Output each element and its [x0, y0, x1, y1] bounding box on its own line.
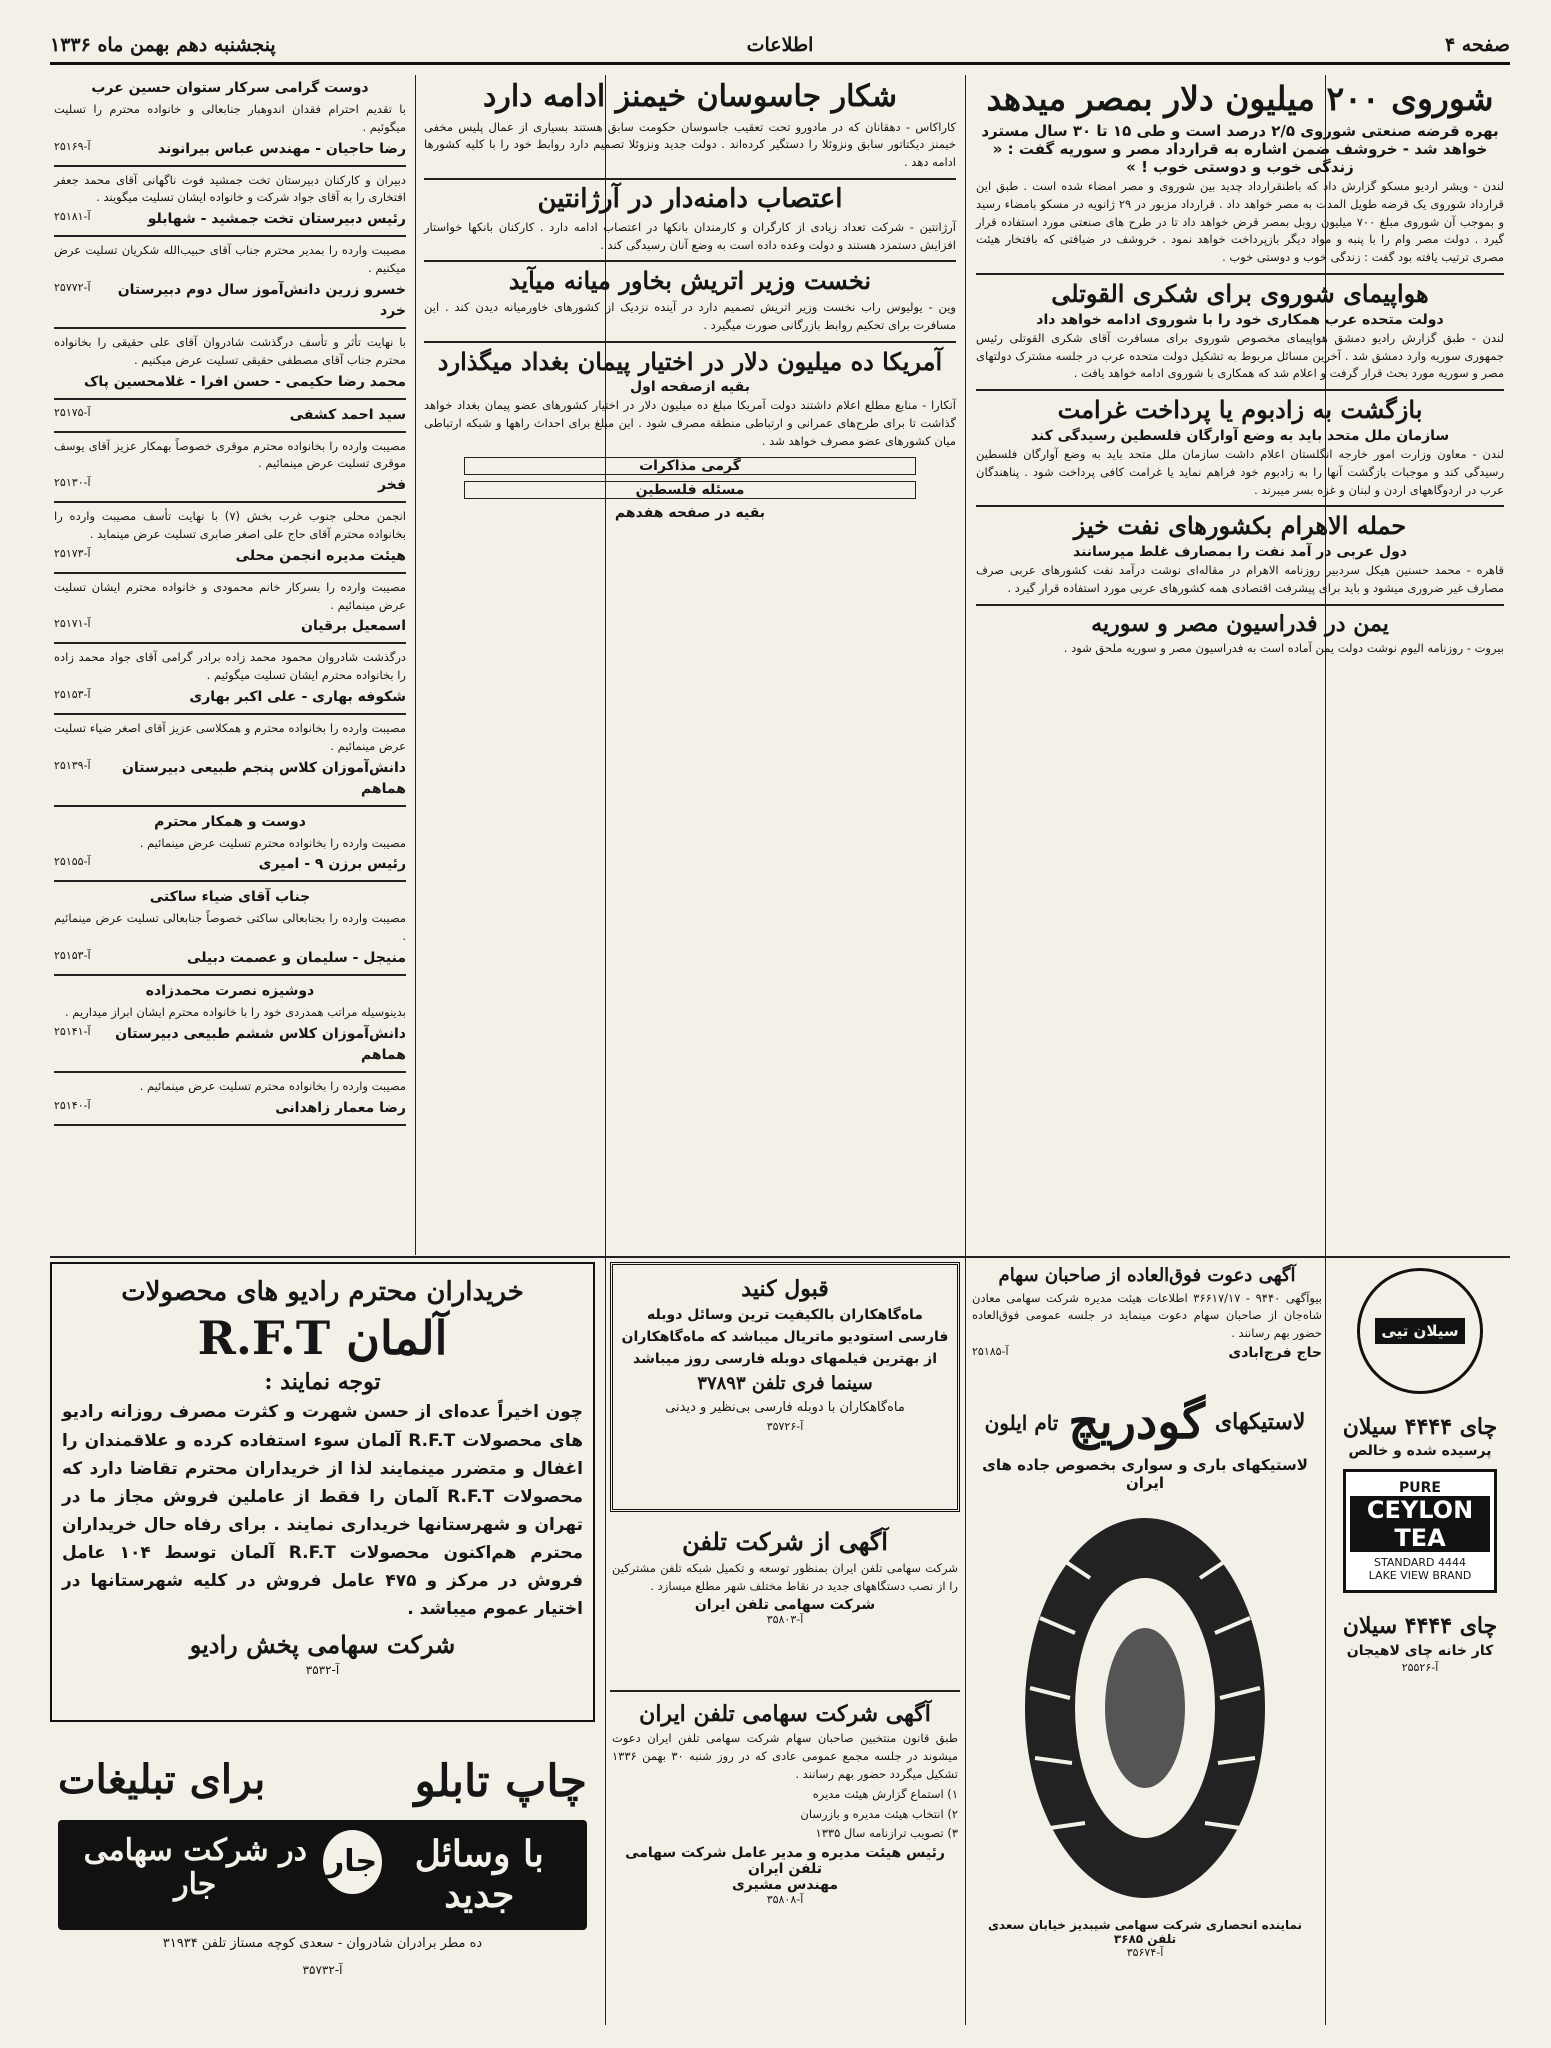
article-baghdad-pact: [424, 348, 956, 521]
notice-code: آ-۲۵۱۳۰: [54, 476, 91, 490]
ad-title: خریداران محترم رادیو های محصولات: [121, 1277, 524, 1307]
ad-code: آ-۳۵۷۲۶: [766, 1420, 804, 1434]
headline: حمله الاهرام بکشورهای نفت خیز: [1073, 511, 1407, 541]
article-body: لندن - ویشر اردیو مسکو گزارش داد که باطنقرارداد چدید بین شوروی و مصر امضاء شده است . طبق این قرارداد شوروی یک قرضه طویل المدت به مصر خواهد داد . قرارداد مزبور در ۲۹ ژانویه در مسکو بامضاء رسید و بموجب آن شوروی مبلغ ۷۰۰ میلیون روبل بمصر قرض خواهد داد تا در طرح های صنعتی مورد استفاده قرار گیرد . دولت مصر وام را با پنبه و مواد دیگر بازپرداخت خواهد نمود . خروشف در ضیافتی که بافتخار هیئت مصری ترتیب یافته بود گفت : زندگی خوب و دوستی خوب .: [976, 178, 1504, 265]
ad-ceylon-tea: [1332, 1262, 1508, 2022]
notice-sign: سید احمد کشفی: [289, 406, 406, 423]
ad-subtitle: توجه نمایند :: [264, 1369, 381, 1396]
condolence-notice: [54, 649, 406, 708]
ad-film: [610, 1262, 960, 1512]
notice-body: بدینوسیله مراتب همدردی خود را با خانواده محترم ایشان ابراز میداریم .: [64, 1005, 406, 1020]
ad-code: آ-۳۵۸۰۳: [766, 1613, 804, 1627]
ad-code: آ-۳۵۸۰۸: [766, 1893, 804, 1907]
subheadline: دولت متحده عرب همکاری خود را با شوروی ادامه خواهد داد: [1036, 311, 1444, 328]
ad-phone-shareholders: [612, 1698, 958, 2018]
notice-title: جناب آقای ضیاء ساکتی: [149, 889, 311, 906]
notice-sign: رئیس برزن ۹ - امیری: [258, 856, 406, 873]
article-quwatli-plane: [976, 280, 1504, 383]
ad-body: شرکت سهامی تلفن ایران بمنظور توسعه و تکمیل شبکه تلفن مشترکین را از نصب دستگاههای جدید در نقاط مختلف شهر مطلع میسازد .: [612, 1560, 958, 1593]
article-palestine-refugees: [976, 396, 1504, 499]
notice-body: مصیبت وارده را بجنابعالی ساکتی خصوصاً جنابعالی تسلیت عرض مینمائیم .: [54, 911, 406, 944]
continued-note: بقیه در صفحه هفدهم: [614, 504, 766, 521]
ad-title-2: برای تبلیغات: [58, 1756, 266, 1803]
ad-sign: شرکت سهامی پخش رادیو: [189, 1629, 456, 1659]
condolence-notice: [54, 78, 406, 160]
ad-sign: شرکت سهامی تلفن ایران: [694, 1597, 876, 1614]
condolence-notice: [54, 438, 406, 497]
subheadline: سازمان ملل متحد باید به وضع آوارگان فلسطین رسیدگی کند: [1030, 428, 1450, 445]
notice-body: مصیبت وارده را بمدیر محترم جناب آقای حبیب‌الله شکریان تسلیت عرض میکنیم .: [54, 243, 406, 276]
ad-sign: حاج فرج‌ابادی: [1228, 1345, 1322, 1362]
ad-body: بیوآگهی ۹۴۴۰ - ۳۶۶۱۷/۱۷ اطلاعات هیئت مدیره شرکت سهامی معادن شاه‌جان از صاحبان سهام دعوت مینماید در جلسه عمومی فوق‌العاده حضور بهم رسانند .: [972, 1290, 1322, 1341]
article-body: آرژانتین - شرکت تعداد زیادی از کارگران و کارمندان بانکها در اعتصاب ادامه دارد . کارکنان بانکها خواستار افزایش دستمزد هستند و دولت وعده داده است به وضع آنان رسیدگی کند .: [424, 219, 956, 252]
notice-sign: دانش‌آموزان کلاس ششم طبیعی دبیرستان هماهم: [115, 1025, 406, 1063]
condolence-notice: [54, 172, 406, 231]
notice-body: مصیبت وارده را بخانواده محترم موقری خصوصاً بهمکار عزیز آقای یوسف موقری تسلیت عرض مینمائیم .: [54, 438, 406, 471]
notice-code: آ-۲۵۱۳۹: [54, 758, 91, 772]
ad-body: ماه‌گاهکاران بالکیفیت ترین وسائل دوبله فارسی استودیو ماتریال میباشد که ماه‌گاهکاران از بهترین فیلمهای دوبله فارسی روز میباشد: [621, 1307, 949, 1367]
ad-line-2: در شرکت سهامی جار: [83, 1832, 307, 1903]
notice-sign: فخر: [378, 477, 406, 494]
condolence-notice: [54, 887, 406, 969]
ad-title: آگهی شرکت سهامی تلفن ایران: [639, 1701, 931, 1727]
subheadline: دول عربی در آمد نفت را بمصارف غلط میرسانند: [1073, 544, 1407, 561]
issue-date: پنجشنبه دهم بهمن ماه ۱۳۳۶: [50, 34, 276, 56]
continued-from: بقیه ازصفحه اول: [630, 379, 750, 396]
ad-address: ده مطر برادران شادروان - سعدی کوچه مستاز تلفن ۳۱۹۳۴: [162, 1936, 483, 1952]
ad-code: آ-۳۵۳۲: [305, 1662, 340, 1677]
condolence-notice: [54, 508, 406, 567]
ad-tablo: [50, 1745, 595, 2005]
article-austria-pm: [424, 267, 956, 334]
subhead-box: مسئله فلسطین: [464, 481, 916, 499]
condolence-notice: [54, 720, 406, 800]
notice-code: آ-۲۵۱۷۵: [54, 405, 91, 419]
tea-label: TEA: [1350, 1524, 1490, 1552]
notice-code: آ-۲۵۱۸۱: [54, 210, 91, 224]
notice-body: مصیبت وارده را بخانواده محترم تسلیت عرض مینمائیم .: [139, 1078, 406, 1093]
headline: یمن در فدراسیون مصر و سوریه: [1091, 610, 1389, 637]
tea-label: LAKE VIEW BRAND: [1368, 1569, 1472, 1583]
notice-sign: رئیس دبیرستان تخت جمشید - شهابلو: [147, 211, 406, 228]
headline: بازگشت به زادبوم یا پرداخت غرامت: [1057, 395, 1423, 425]
article-ahram: [976, 512, 1504, 597]
ad-title-2: چای ۴۴۴۴ سیلان: [1342, 1613, 1498, 1640]
ad-code: آ-۳۵۶۷۴: [1126, 1946, 1164, 1960]
tea-label: STANDARD 4444: [1373, 1556, 1466, 1570]
notice-title: دوشیزه نصرت محمدزاده: [145, 983, 315, 1000]
tire-icon: [980, 1498, 1310, 1918]
agenda-item: ۱) استماع گزارش هیئت مدیره: [812, 1786, 958, 1801]
ad-phone: [612, 1525, 958, 1685]
notice-body: با نهایت تأثر و تأسف درگذشت شادروان آقای علی حقیقی را بخانواده محترم جناب آقای مصطفی حقیقی تسلیت عرض میکنیم .: [54, 334, 406, 367]
ad-body-2: ماه‌گاهکاران با دوبله فارسی بی‌نظیر و دیدنی: [665, 1400, 905, 1416]
notice-code: آ-۲۵۱۷۳: [54, 546, 91, 560]
notice-code: آ-۲۵۱۶۹: [54, 139, 91, 153]
notice-sign: دانش‌آموزان کلاس پنجم طبیعی دبیرستان هماهم: [122, 759, 406, 797]
condolence-notice: [54, 812, 406, 876]
notice-body: با تقدیم احترام فقدان اندوهبار جنابعالی و خانواده محترم را تسلیت میگوئیم .: [54, 102, 406, 134]
ad-subtitle-2: کار خانه چای لاهیجان: [1346, 1642, 1494, 1659]
tea-label: CEYLON: [1350, 1496, 1490, 1524]
notice-code: آ-۲۵۱۷۱: [54, 617, 91, 631]
condolence-notice: [54, 981, 406, 1066]
column-right: [972, 76, 1508, 1256]
ad-line: با وسائل جدید: [414, 1832, 544, 1916]
article-body: قاهره - محمد حسنین هیکل سردبیر روزنامه الاهرام در مقاله‌ای نوشت درآمد نفت کشورهای عربی صرف مصارف غیر ضروری میشود و باید برای پیشرفت اقتصادی همه کشورهای عربی مورد استفاده قرار گیرد .: [976, 563, 1504, 596]
ad-sign: رئیس هیئت مدیره و مدیر عامل شرکت سهامی تلفن ایران: [625, 1845, 945, 1878]
notice-sign: رضا معمار زاهدانی: [275, 1099, 406, 1116]
article-body: لندن - طبق گزارش رادیو دمشق هواپیمای مخصوص شوروی برای مسافرت آقای شکری القوتلی رئیس جمهوری سوریه وارد دمشق شد . آخرین مسائل مربوط به تشکیل دولت متحده عرب در جلسه مشترک دولتهای مصر و سوریه مورد بحث قرار گرفت و اعلام شد که همکاری با شوروی ادامه خواهد یافت .: [976, 330, 1504, 381]
article-body: بیروت - روزنامه الیوم نوشت دولت یمن آماده است به فدراسیون مصر و سوریه ملحق شود .: [1063, 641, 1504, 656]
ad-body: لاستیکهای باری و سواری بخصوص جاده های ایران: [982, 1456, 1308, 1493]
headline: نخست وزیر اتریش بخاور میانه میآید: [508, 266, 872, 296]
column-middle: [420, 76, 960, 1256]
notice-code: آ-۲۵۱۴۱: [54, 1024, 91, 1038]
page-header: [50, 32, 1510, 65]
ad-title: آگهی از شرکت تلفن: [682, 1527, 888, 1556]
notice-sign: خسرو زرین دانش‌آموز سال دوم دبیرستان خرد: [117, 281, 406, 319]
notice-code: آ-۲۵۱۵۵: [54, 855, 91, 869]
headline: آمریکا ده میلیون دلار در اختیار پیمان بغداد میگذارد: [437, 346, 943, 376]
notice-code: آ-۲۵۱۴۰: [54, 1098, 91, 1112]
notice-body: مصیبت وارده را بخانواده محترم و همکلاسی عزیز آقای اصغر ضیاء تسلیت عرض مینمائیم .: [54, 721, 406, 753]
ad-cinema: سینما فری تلفن ۳۷۸۹۳: [697, 1373, 873, 1395]
notice-code: آ-۲۵۱۵۳: [54, 688, 91, 701]
tea-label: PURE: [1399, 1480, 1441, 1497]
notice-sign: محمد رضا حکیمی - حسن افرا - غلامحسین پاک: [84, 373, 406, 390]
paper-name: اطلاعات: [746, 34, 814, 56]
notice-body: درگذشت شادروان محمود محمد زاده برادر گرامی آقای جواد محمد زاده را بخانواده محترم ایشان تسلیت میگوئیم .: [54, 650, 406, 683]
article-jimenez: [424, 80, 956, 172]
notice-body: دبیران و کارکنان دبیرستان تخت جمشید فوت ناگهانی آقای محمد جعفر افتخاری را به آقای جواد شرکت و خانواده ایشان تسلیت میگویند .: [54, 172, 406, 205]
notice-body: انجمن محلی جنوب غرب بخش (۷) با نهایت تأسف مصیبت وارده را بخانواده محترم آقای حاج علی اصغر صابری تسلیت عرض مینماید .: [54, 509, 407, 541]
notice-code: آ-۲۵۷۷۲: [54, 280, 91, 294]
tea-package: [1343, 1469, 1497, 1593]
notice-body: مصیبت وارده را بسرکار خانم محمودی و خانواده محترم ایشان تسلیت عرض مینمائیم .: [54, 579, 406, 612]
ad-body: طبق قانون منتخبین صاحبان سهام شرکت سهامی تلفن ایران دعوت میشوند در جلسه مجمع عمومی عادی که در روز شنبه ۳۰ بهمن ۱۳۳۶ تشکیل میگردد حضور بهم رسانند .: [612, 1731, 958, 1782]
ad-shareholders-meeting: [972, 1262, 1322, 1380]
notice-title: دوست گرامی سرکار ستوان حسین عرب: [91, 80, 369, 96]
notice-sign: اسمعیل برقیان: [301, 618, 406, 635]
ad-dealer: نماینده انحصاری شرکت سهامی شیبدیز خیابان سعدی تلفن ۳۶۸۵: [987, 1918, 1303, 1947]
jar-logo-icon: جار: [323, 1830, 382, 1894]
headline: هواپیمای شوروی برای شکری القوتلی: [1051, 279, 1429, 308]
ad-code: آ-۳۵۷۳۲: [302, 1963, 343, 1978]
agenda-item: ۲) انتخاب هیئت مدیره و بازرسان: [800, 1806, 958, 1821]
condolence-notice: [54, 579, 406, 638]
ad-title: لاستیکهای: [1214, 1409, 1306, 1436]
article-body: کاراکاس - دهقانان که در مادورو تحت تعقیب جاسوسان حکومت سابق هستند بسیاری از عمال پلیس مخفی خیمنز دیکتاتور سابق ونزوئلا را دستگیر کرده‌اند . دولت جدید ونزوئلا تصمیم دارد روابط خود را با کلیه کشورها ادامه دهد .: [424, 119, 956, 170]
ad-title: قبول کنید: [741, 1276, 829, 1302]
ad-code: آ-۲۵۱۸۵: [972, 1345, 1009, 1359]
notice-sign: رضا حاجیان - مهندس عباس بیرانوند: [157, 140, 406, 157]
ad-code: آ-۲۵۵۲۶: [1401, 1660, 1439, 1674]
column-notices: [50, 76, 410, 1256]
headline: شوروی ۲۰۰ میلیون دلار بمصر میدهد: [986, 79, 1494, 118]
notice-sign: شکوفه بهاری - علی اکبر بهاری: [189, 689, 406, 705]
ad-brand: آلمان R.F.T: [197, 1311, 448, 1366]
tea-seal: سیلان تیی: [1375, 1318, 1464, 1344]
article-argentina-strike: [424, 185, 956, 255]
ad-goodrich-tire: [970, 1385, 1320, 2005]
condolence-notice: [54, 334, 406, 393]
notice-title: دوست و همکار محترم: [154, 813, 306, 830]
ad-title-2: تام ایلون: [984, 1410, 1059, 1435]
condolence-notice: [54, 242, 406, 322]
article-body: وین - یولیوس راب نخست وزیر اتریش تصمیم دارد در آینده نزدیک از کشورهای خاورمیانه دیدن کند . این مسافرت برای تحکیم روابط بازرگانی صورت میگیرد .: [424, 300, 956, 333]
ad-rft-radio: [50, 1262, 595, 1722]
subhead-box: گرمی مذاکرات: [464, 457, 916, 475]
page-number: صفحه ۴: [1444, 34, 1510, 56]
article-soviet-egypt: [976, 80, 1504, 267]
ad-subtitle: پرسیده شده و خالص: [1348, 1443, 1492, 1460]
ad-body: چون اخیراً عده‌ای از حسن شهرت و کثرت مصرف روزانه رادیو های محصولات R.F.T آلمان سوء استفاده کرده و علاقمندان را اغفال و متضرر مینمایند لذا از خریداران محترم تقاضا دارد که محصولات R.F.T آلمان را فقط از عاملین فروش مجاز ما در تهران و شهرستانها خریداری نمایند . برای رفاه حال خریداران محترم هم‌اکنون محصولات R.F.T آلمان توسط ۱۰۴ عامل فروش در مرکز و ۴۷۵ عامل فروش در کلیه شهرستانها در اختیار عموم میباشد .: [62, 1402, 583, 1619]
agenda-item: ۳) تصویب ترازنامه سال ۱۳۳۵: [815, 1826, 958, 1841]
notice-code: آ-۲۵۱۵۳: [54, 949, 91, 963]
ad-title: چاپ تابلو: [414, 1756, 587, 1807]
ad-title: آگهی دعوت فوق‌العاده از صاحبان سهام: [998, 1265, 1296, 1286]
article-yemen: [976, 611, 1504, 658]
notice-sign: هیئت مدیره انجمن محلی: [235, 547, 406, 564]
headline: اعتصاب دامنه‌دار در آرژانتین: [537, 183, 843, 214]
article-body: آنکارا - منابع مطلع اعلام داشتند دولت آمریکا مبلغ ده میلیون دلار در اختیار کشورهای عضو پیمان بغداد خواهد گذاشت تا برای طرح‌های عمرانی و ارتباطی منطقه مصرف شود . این مبلغ برای احداث راهها و شبکه ارتباطی میان کشورهای عضو مصرف خواهد شد .: [424, 398, 956, 449]
notice-sign: منیجل - سلیمان و عصمت دبیلی: [187, 950, 406, 967]
ad-sign-2: مهندس مشیری: [731, 1877, 839, 1894]
notice-body: مصیبت وارده را بخانواده محترم تسلیت عرض مینمائیم .: [139, 835, 406, 850]
ad-brand: گودریچ: [1068, 1394, 1205, 1450]
subheadline: بهره قرضه صنعتی شوروی ۲/۵ درصد است و طی ۱۵ تا ۳۰ سال مسترد خواهد شد - خروشف ضمن اشاره به قرارداد مصر و سوریه گفت : « زندگی خوب و دوستی خوب ! »: [981, 121, 1499, 176]
condolence-notice: [54, 1078, 406, 1119]
condolence-notice: [54, 405, 406, 426]
ad-title: چای ۴۴۴۴ سیلان: [1342, 1414, 1498, 1440]
article-body: لندن - معاون وزارت امور خارجه انگلستان اعلام داشت سازمان ملل متحد باید به وضع آوارگان فلسطین رسیدگی کند و موجبات بازگشت آنها را به زادبوم خود فراهم نماید یا غرامت کافی پرداخت شود . پناهندگان عرب در اردوگاههای اردن و لبنان و غزه بسر میبرند .: [976, 447, 1504, 497]
headline: شکار جاسوسان خیمنز ادامه دارد: [482, 79, 897, 114]
